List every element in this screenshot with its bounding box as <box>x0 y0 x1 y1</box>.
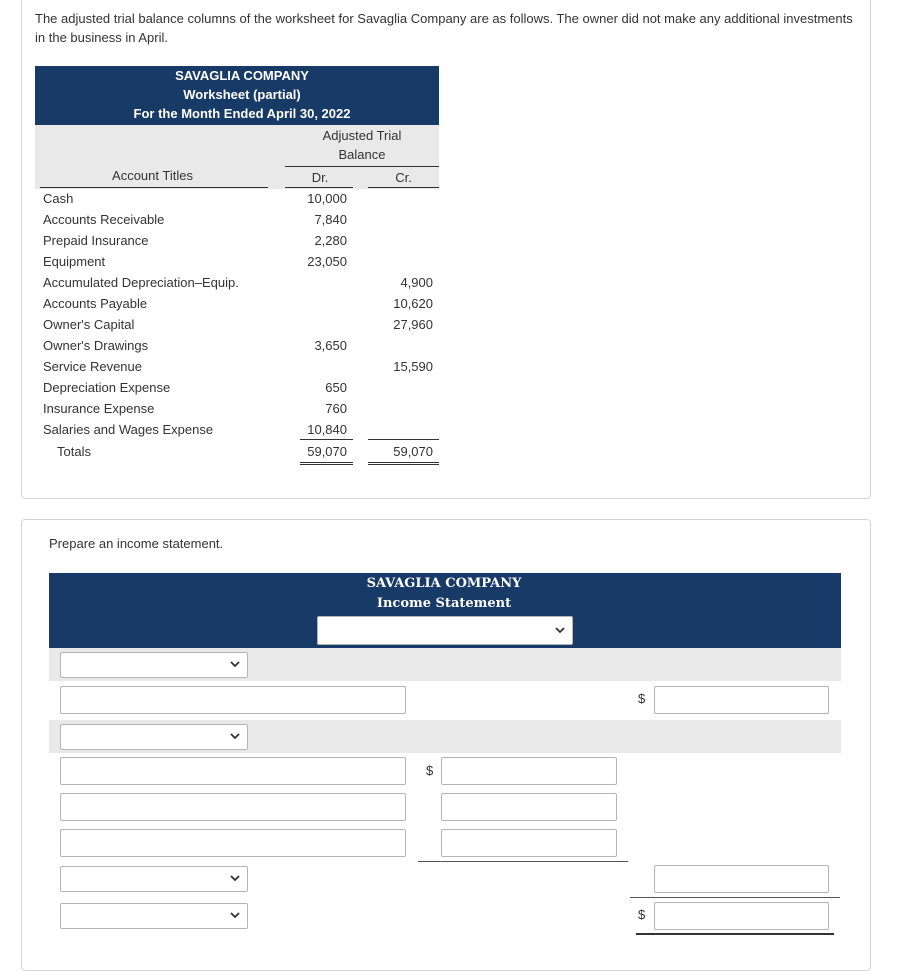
net-income-input[interactable] <box>654 902 829 930</box>
section-dropdown-expenses[interactable] <box>60 724 248 750</box>
column-group-underline <box>285 166 439 167</box>
dr-total: 59,070 <box>307 444 347 459</box>
dollar-sign: $ <box>638 907 646 922</box>
chevron-down-icon <box>229 871 241 885</box>
dr-amount: 23,050 <box>307 254 347 269</box>
revenue-amount-input[interactable] <box>654 686 829 714</box>
account-title: Depreciation Expense <box>43 380 171 395</box>
chevron-down-icon <box>229 908 241 922</box>
total-expenses-input[interactable] <box>654 865 829 893</box>
chevron-down-icon <box>554 623 566 637</box>
account-title: Accounts Receivable <box>43 212 165 227</box>
dr-amount: 10,000 <box>307 191 347 206</box>
dr-amount: 3,650 <box>314 338 347 353</box>
cr-total: 59,070 <box>393 444 433 459</box>
account-title: Prepaid Insurance <box>43 233 149 248</box>
account-title: Insurance Expense <box>43 401 155 416</box>
cr-amount: 10,620 <box>393 296 433 311</box>
dr-total-rule <box>300 439 353 440</box>
column-group-line1: Adjusted Trial <box>322 128 402 143</box>
column-group-line2: Balance <box>338 147 386 162</box>
expense-subtotal-rule <box>418 861 628 862</box>
cr-header: Cr. <box>395 170 412 185</box>
titles-underline <box>40 187 268 188</box>
worksheet-subtitle: Worksheet (partial) <box>183 87 301 102</box>
account-titles-header: Account Titles <box>112 168 193 183</box>
net-income-dropdown[interactable] <box>60 903 248 929</box>
account-title: Owner's Drawings <box>43 338 149 353</box>
cr-amount: 27,960 <box>393 317 433 332</box>
revenue-account-input[interactable] <box>60 686 406 714</box>
account-title: Salaries and Wages Expense <box>43 422 214 437</box>
totals-label: Totals <box>57 444 91 459</box>
cr-amount: 4,900 <box>400 275 433 290</box>
expense-account-input-3[interactable] <box>60 829 406 857</box>
account-title: Accounts Payable <box>43 296 148 311</box>
net-income-rule <box>636 933 834 935</box>
section-dropdown-revenues[interactable] <box>60 652 248 678</box>
dr-amount: 2,280 <box>314 233 347 248</box>
expense-account-input-1[interactable] <box>60 757 406 785</box>
expense-account-input-2[interactable] <box>60 793 406 821</box>
worksheet-company: SAVAGLIA COMPANY <box>175 68 309 83</box>
account-title: Owner's Capital <box>43 317 135 332</box>
cr-amount: 15,590 <box>393 359 433 374</box>
period-dropdown[interactable] <box>317 616 573 645</box>
dr-double-rule <box>300 462 353 465</box>
chevron-down-icon <box>229 657 241 671</box>
dr-underline <box>285 187 353 188</box>
dr-amount: 650 <box>325 380 347 395</box>
account-title: Accumulated Depreciation–Equip. <box>43 275 239 290</box>
total-rule <box>630 897 840 898</box>
expense-amount-input-1[interactable] <box>441 757 617 785</box>
worksheet-header <box>35 66 439 125</box>
dr-header: Dr. <box>311 170 329 185</box>
dr-amount: 10,840 <box>307 422 347 437</box>
account-title: Cash <box>43 191 74 206</box>
dr-amount: 7,840 <box>314 212 347 227</box>
account-title: Equipment <box>43 254 106 269</box>
dollar-sign: $ <box>638 691 646 706</box>
account-title: Service Revenue <box>43 359 142 374</box>
total-expenses-dropdown[interactable] <box>60 866 248 892</box>
chevron-down-icon <box>229 729 241 743</box>
expense-amount-input-2[interactable] <box>441 793 617 821</box>
statement-title: Income Statement <box>376 596 512 611</box>
cr-total-rule <box>368 439 439 440</box>
statement-company: SAVAGLIA COMPANY <box>366 576 522 591</box>
worksheet-period: For the Month Ended April 30, 2022 <box>133 106 351 121</box>
dollar-sign: $ <box>426 763 434 778</box>
task-prompt: Prepare an income statement. <box>49 536 224 551</box>
dr-amount: 760 <box>325 401 347 416</box>
cr-underline <box>368 187 439 188</box>
expense-amount-input-3[interactable] <box>441 829 617 857</box>
income-statement-header <box>49 573 841 648</box>
intro-text: The adjusted trial balance columns of the worksheet for Savaglia Company are as follows. The owner did not make any additional investments in the business in April. <box>35 11 853 45</box>
cr-double-rule <box>368 462 439 465</box>
